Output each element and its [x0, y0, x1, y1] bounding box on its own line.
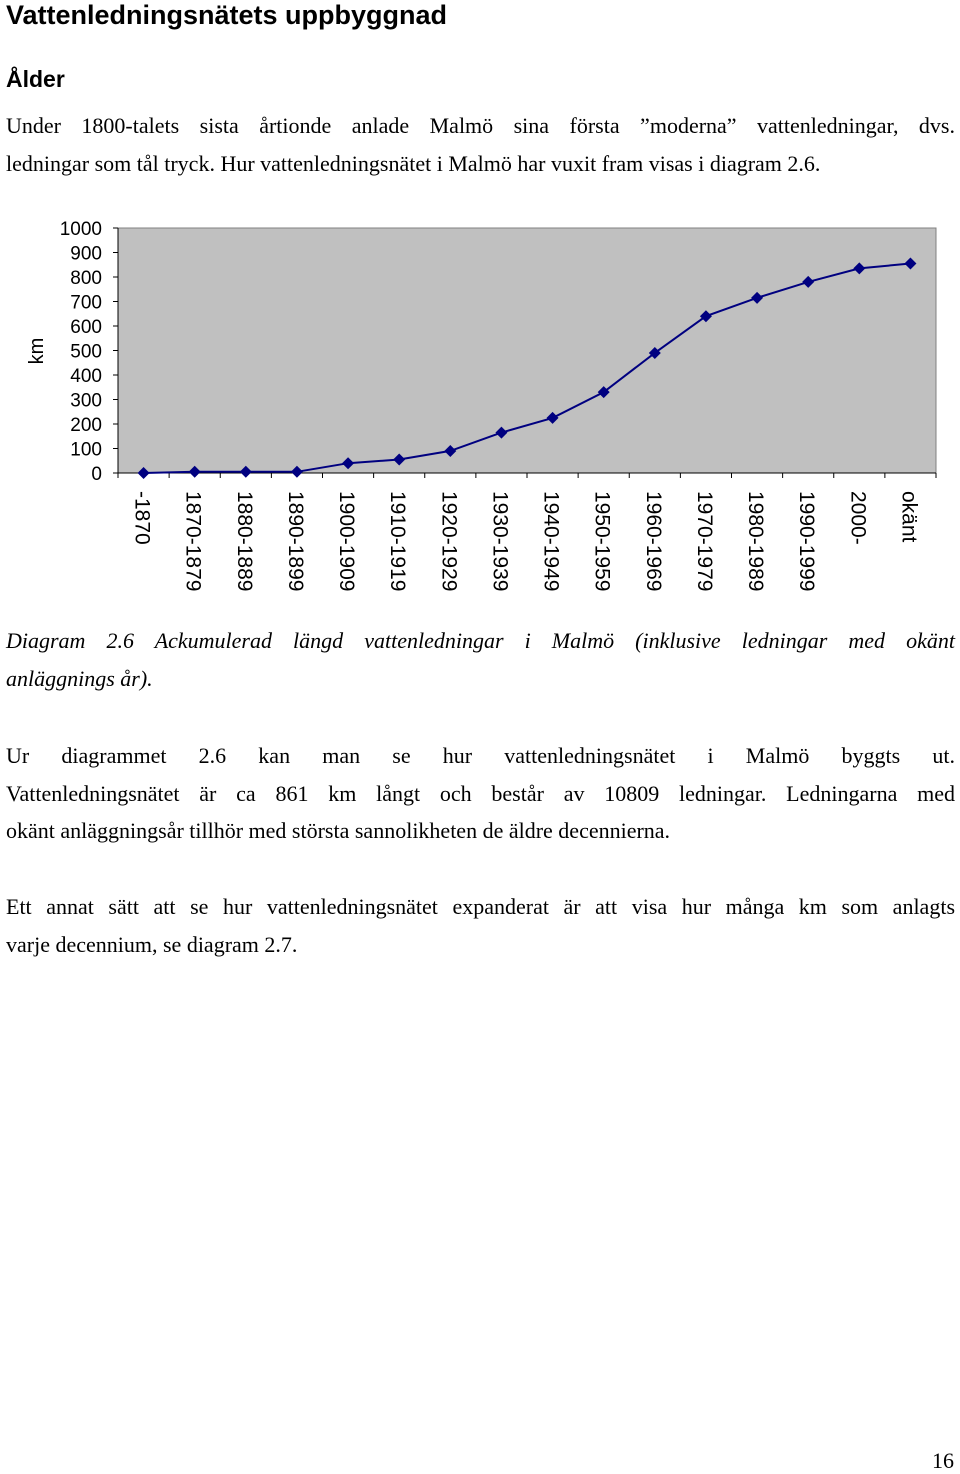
x-tick-label: 1920-1929 [437, 491, 461, 592]
caption-line-2: anläggnings år). [6, 665, 153, 691]
x-tick-label: 1900-1909 [335, 491, 359, 592]
page-title: Vattenledningsnätets uppbyggnad [6, 0, 448, 30]
y-axis-ticks [60, 219, 118, 485]
y-tick-label: 300 [70, 390, 102, 412]
body-paragraph-2 [6, 888, 955, 963]
x-tick-label: 1970-1979 [692, 491, 716, 592]
y-tick-label: 600 [70, 317, 102, 338]
x-tick-label: okänt [897, 491, 921, 543]
y-tick-label: 700 [70, 292, 102, 314]
x-tick-label: 1960-1969 [641, 491, 665, 592]
para3-line-1: Ett annat sätt att se hur vattenledningsnätet expanderat är att visa hur många km som anlagts [6, 894, 955, 919]
para2-line-3: okänt anläggningsår tillhör med största sannolikheten de äldre decennierna. [6, 818, 671, 843]
y-tick-label: 400 [70, 366, 102, 387]
x-tick-label: 1890-1899 [283, 491, 307, 592]
x-tick-label: 1990-1999 [795, 491, 819, 592]
y-tick-label: 200 [70, 415, 102, 436]
y-tick-label: 1000 [59, 219, 102, 240]
y-tick-label: 100 [70, 439, 102, 461]
plot-area [118, 228, 936, 473]
para2-line-1: Ur diagrammet 2.6 kan man se hur vattenledningsnätet i Malmö byggts ut. [6, 743, 955, 768]
x-tick-label: 1880-1889 [232, 491, 256, 592]
x-tick-label: 1870-1879 [181, 491, 205, 592]
para2-line-2: Vattenledningsnätet är ca 861 km långt och består av 10809 ledningar. Ledningarna med [6, 780, 955, 806]
body-paragraph-1 [6, 737, 955, 850]
para3-line-2: varje decennium, se diagram 2.7. [6, 931, 298, 957]
y-tick-label: 800 [70, 268, 102, 289]
accumulated-length-chart [0, 210, 960, 610]
x-tick-label: 1930-1939 [488, 491, 512, 592]
chart-caption [6, 622, 955, 697]
y-tick-label: 0 [91, 464, 102, 485]
intro-line-1: Under 1800-talets sista årtionde anlade Malmö sina första ”moderna” vattenledningar, dvs. [6, 113, 955, 138]
x-tick-label: 1950-1959 [590, 491, 614, 592]
x-tick-label: 1940-1949 [539, 491, 563, 592]
y-tick-label: 900 [70, 243, 102, 265]
y-tick-label: 500 [70, 341, 102, 363]
intro-paragraph [6, 107, 955, 182]
x-tick-label: 1910-1919 [386, 491, 410, 592]
intro-line-2: ledningar som tål tryck. Hur vattenledningsnätet i Malmö har vuxit fram visas i diagram 2.6. [6, 150, 821, 176]
y-axis-label: km [26, 337, 48, 365]
x-tick-label: 2000- [846, 491, 870, 545]
x-tick-label: -1870 [130, 491, 154, 545]
section-heading: Ålder [6, 66, 65, 92]
caption-line-1: Diagram 2.6 Ackumulerad längd vattenledningar i Malmö (inklusive ledningar med okänt [6, 628, 955, 653]
page-number: 16 [932, 1448, 954, 1473]
x-axis-ticks [118, 473, 936, 591]
x-tick-label: 1980-1989 [744, 491, 768, 592]
